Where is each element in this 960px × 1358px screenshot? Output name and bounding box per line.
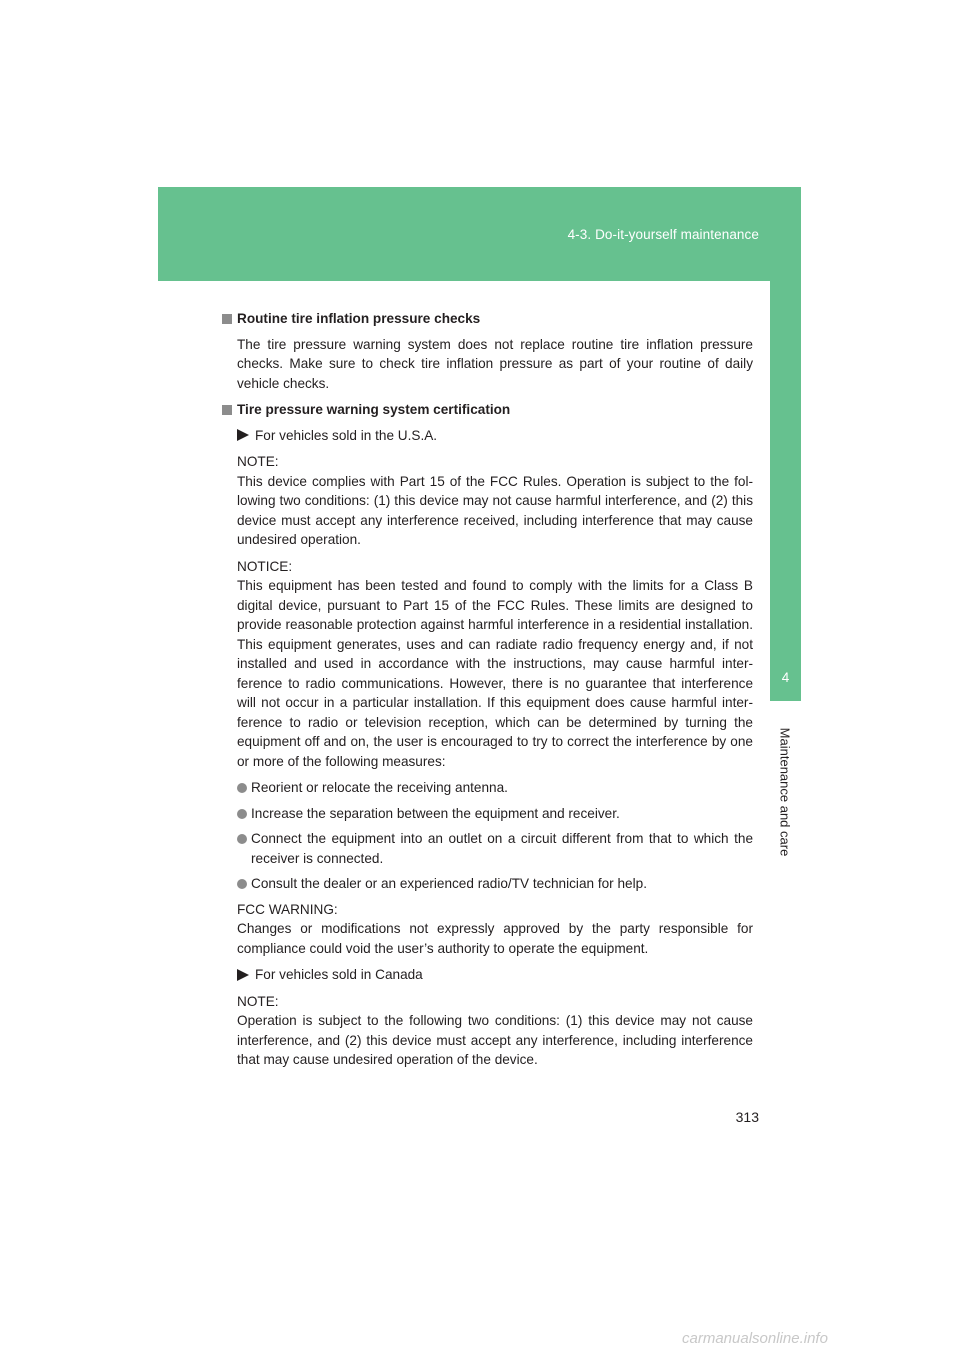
canada-subheading bbox=[222, 965, 753, 985]
square-bullet-icon bbox=[222, 314, 232, 324]
circle-bullet-icon bbox=[237, 783, 247, 793]
chapter-number: 4 bbox=[781, 670, 790, 685]
note2-body: Operation is subject to the following two conditions: (1) this device may not cause interference, and (2) this device must accept any interference, including interference that may cause undesired operation of the device. bbox=[237, 1013, 753, 1067]
triangle-pointer-icon bbox=[237, 969, 249, 981]
certification-heading bbox=[222, 400, 753, 420]
page-content bbox=[222, 309, 753, 1077]
fcc-warning-block bbox=[222, 900, 753, 959]
note1-block bbox=[222, 452, 753, 550]
measure-text: Connect the equipment into an outlet on a circuit different from that to which the receiver is connected. bbox=[251, 831, 753, 866]
list-item bbox=[222, 829, 753, 868]
page-number: 313 bbox=[735, 1109, 759, 1125]
usa-subheading bbox=[222, 426, 753, 446]
circle-bullet-icon bbox=[237, 809, 247, 819]
section-title: 4-3. Do-it-yourself maintenance bbox=[567, 227, 759, 242]
list-item bbox=[222, 778, 753, 798]
notice-body: This equipment has been tested and found to comply with the limits for a Class B digital device, pursuant to Part 15 of the FCC Rules. These limits are designed to provide reasonable protection against harmful interference in a residential installation. This equipment generates, uses and can radiate radio frequency energy and, if not installed and used in accordance with the instructions, may cause harmful interference to radio communications. However, there is no guarantee that interference will not occur in a particular installation. If this equipment does cause harmful interference to radio or television reception, which can be determined by turning the equipment off and on, the user is encouraged to try to correct the interference by one or more of the following measures: bbox=[237, 578, 753, 769]
circle-bullet-icon bbox=[237, 879, 247, 889]
note2-label: NOTE: bbox=[237, 993, 279, 1009]
routine-body: The tire pressure warning system does not replace routine tire inflation pressure checks. Make sure to check tire inflation pressure as part of your routine of daily vehicle checks. bbox=[237, 336, 753, 391]
canada-label: For vehicles sold in Canada bbox=[255, 967, 423, 982]
notice-label: NOTICE: bbox=[237, 558, 293, 574]
usa-label: For vehicles sold in the U.S.A. bbox=[255, 427, 438, 443]
note1-body: This device complies with Part 15 of the FCC Rules. Operation is subject to the following two conditions: (1) this device may not cause harmful interference, and (2) this device must accept any interference received, including interference that may cause undesired operation. bbox=[237, 473, 753, 547]
chapter-title: Maintenance and care bbox=[777, 727, 793, 857]
circle-bullet-icon bbox=[237, 834, 247, 844]
measure-text: Increase the separation between the equipment and receiver. bbox=[251, 805, 620, 821]
note2-block bbox=[222, 992, 753, 1070]
routine-heading bbox=[222, 309, 753, 329]
measure-text: Reorient or relocate the receiving antenna. bbox=[251, 780, 508, 795]
square-bullet-icon bbox=[222, 405, 232, 415]
fcc-warning-label: FCC WARNING: bbox=[237, 901, 338, 917]
measure-text: Consult the dealer or an experienced radio/TV technician for help. bbox=[251, 876, 647, 891]
list-item bbox=[222, 804, 753, 824]
notice-block bbox=[222, 557, 753, 772]
chapter-side-tab bbox=[770, 281, 801, 701]
section-header-bar bbox=[158, 187, 801, 281]
list-item bbox=[222, 874, 753, 894]
triangle-pointer-icon bbox=[237, 429, 249, 441]
note1-label: NOTE: bbox=[237, 454, 279, 469]
certification-heading-text: Tire pressure warning system certification bbox=[237, 402, 511, 417]
routine-heading-text: Routine tire inflation pressure checks bbox=[237, 311, 481, 326]
fcc-warning-body: Changes or modifications not expressly approved by the party responsible for compliance could void the user’s authority to operate the equipment. bbox=[237, 921, 753, 956]
watermark: carmanualsonline.info bbox=[682, 1330, 828, 1347]
